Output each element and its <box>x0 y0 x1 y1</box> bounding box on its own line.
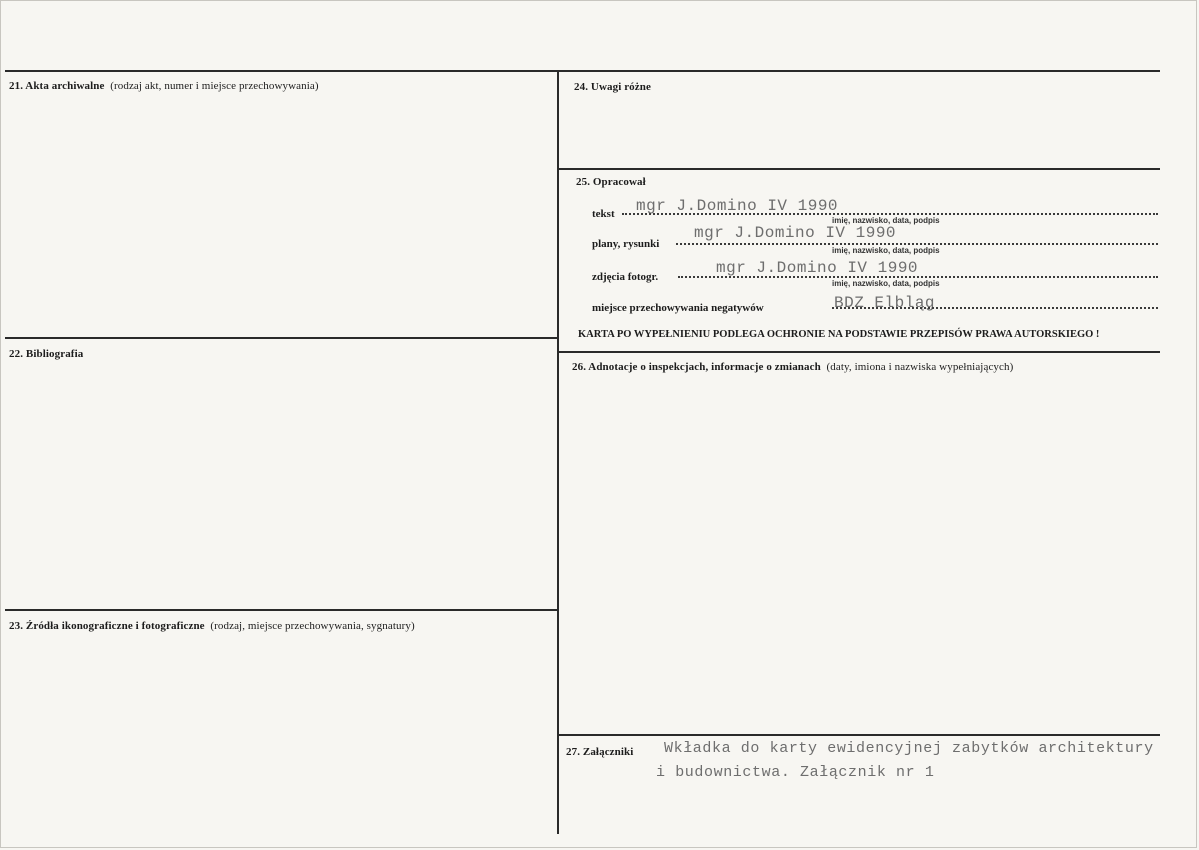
rule-22-23 <box>5 609 558 611</box>
attachments-line-1: Wkładka do karty ewidencyjnej zabytków architektury <box>664 740 1154 757</box>
section-21-subtitle: (rodzaj akt, numer i miejsce przechowywania) <box>110 80 319 92</box>
section-22-label: 22. Bibliografia <box>9 348 84 360</box>
top-rule <box>5 70 1160 72</box>
section-24-title <box>574 81 651 93</box>
section-25-title <box>576 176 646 188</box>
section-21-title <box>9 80 319 92</box>
field-tekst-line <box>622 213 1158 215</box>
attachments-line-2: i budownictwa. Załącznik nr 1 <box>656 764 935 781</box>
section-23-label: 23. Źródła ikonograficzne i fotograficzne <box>9 620 205 632</box>
center-divider <box>557 70 559 834</box>
field-plany-label: plany, rysunki <box>592 238 660 250</box>
field-tekst-caption: imię, nazwisko, data, podpis <box>832 216 940 225</box>
field-zdjecia-line <box>678 276 1158 278</box>
field-plany-line <box>676 243 1158 245</box>
field-zdjecia-label: zdjęcia fotogr. <box>592 271 659 283</box>
rule-25-26 <box>558 351 1160 353</box>
section-26-subtitle: (daty, imiona i nazwiska wypełniających) <box>826 361 1014 373</box>
section-23-subtitle: (rodzaj, miejsce przechowywania, sygnatury) <box>210 620 415 632</box>
field-tekst-value: mgr J.Domino IV 1990 <box>636 197 839 215</box>
section-27-label: 27. Załączniki <box>566 746 634 758</box>
field-zdjecia-value: mgr J.Domino IV 1990 <box>716 259 919 277</box>
field-zdjecia-caption: imię, nazwisko, data, podpis <box>832 279 940 288</box>
section-25-label: 25. Opracował <box>576 176 646 188</box>
section-22-title <box>9 348 83 360</box>
section-26-label: 26. Adnotacje o inspekcjach, informacje o zmianach <box>572 361 821 373</box>
field-plany-caption: imię, nazwisko, data, podpis <box>832 246 940 255</box>
section-26-title <box>572 361 1013 373</box>
field-tekst-label: tekst <box>592 208 615 220</box>
section-23-title <box>9 620 415 632</box>
copyright-warning: KARTA PO WYPEŁNIENIU PODLEGA OCHRONIE NA PODSTAWIE PRZEPISÓW PRAWA AUTORSKIEGO ! <box>578 329 1100 340</box>
section-21-label: 21. Akta archiwalne <box>9 80 105 92</box>
field-negatywy-line <box>832 307 1158 309</box>
field-negatywy-value: BDZ Elbląg <box>834 294 936 312</box>
field-plany-value: mgr J.Domino IV 1990 <box>694 224 897 242</box>
rule-24-25 <box>558 168 1160 170</box>
section-27-title <box>566 746 633 758</box>
section-24-label: 24. Uwagi różne <box>574 81 651 93</box>
rule-26-27 <box>558 734 1160 736</box>
field-negatywy-label: miejsce przechowywania negatywów <box>592 302 764 314</box>
rule-21-22 <box>5 337 558 339</box>
